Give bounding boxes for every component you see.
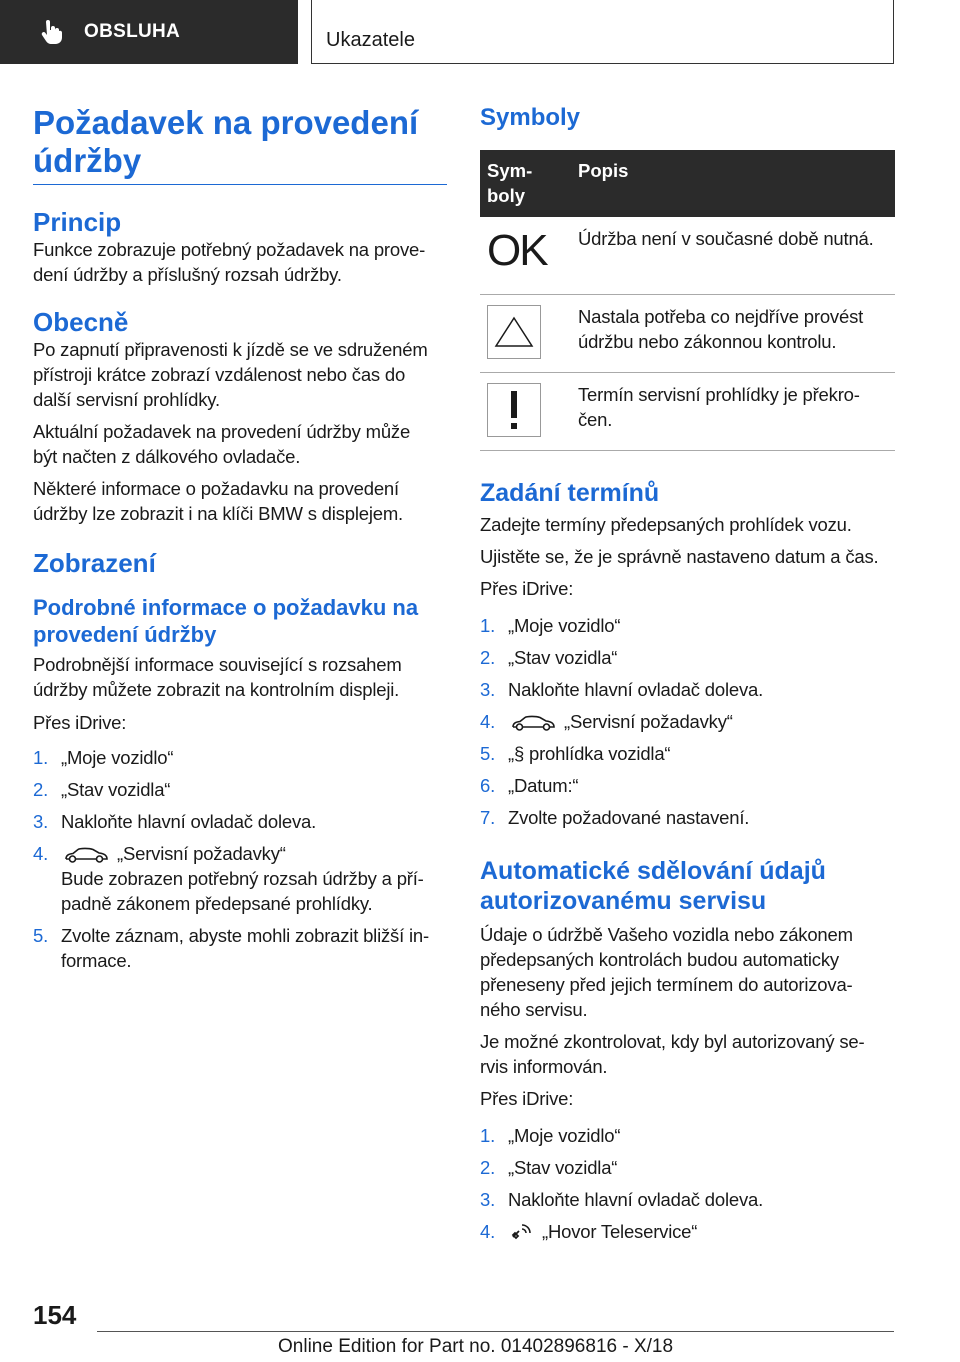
list-item [480, 645, 895, 670]
steps-list [33, 745, 447, 973]
text-line: Údaje o údržbě Vašeho vozidla nebo zákonem [480, 924, 853, 945]
text-line: rvis informován. [480, 1056, 608, 1077]
text-line: Podrobnější informace související s rozsahem [33, 654, 402, 675]
text-line: ného servisu. [480, 999, 588, 1020]
text-line: přístroji krátce zobrazí vzdálenost nebo čas do [33, 364, 406, 385]
text-line: Nastala potřeba co nejdříve provést [578, 306, 864, 327]
obecne-p2 [33, 419, 447, 469]
list-item [480, 709, 895, 734]
text-line: Údržba není v současné době nutná. [578, 228, 874, 249]
table-header-row [480, 150, 895, 217]
step-number: 4. [480, 711, 496, 732]
list-item [480, 1155, 895, 1180]
text-line: Po zapnutí připravenosti k jízdě se ve sdruženém [33, 339, 428, 360]
auto-p1 [480, 922, 895, 1022]
step-text: Zvolte záznam, abyste mohli zobrazit bližší in- [61, 925, 429, 946]
step-number: 5. [480, 743, 496, 764]
text-line: údržby můžete zobrazit na kontrolním displeji. [33, 679, 400, 700]
step-text: „Servisní požadavky“ [564, 711, 733, 732]
list-item [480, 1187, 895, 1212]
footer-divider [97, 1331, 894, 1332]
step-text: Nakloňte hlavní ovladač doleva. [61, 811, 317, 832]
step-text: Zvolte požadované nastavení. [508, 807, 750, 828]
step-note [61, 866, 447, 916]
text-line: Funkce zobrazuje potřebný požadavek na prove- [33, 239, 426, 260]
step-number: 3. [480, 1189, 496, 1210]
list-item [33, 745, 447, 770]
text-line: padně zákonem předepsané prohlídky. [61, 893, 373, 914]
text-line: Bude zobrazen potřebný rozsah údržby a pří- [61, 868, 424, 889]
text-line: dení údržby a příslušný rozsah údržby. [33, 264, 342, 285]
text-line: předepsaných kontrolách budou automaticky [480, 949, 839, 970]
step-number: 3. [33, 811, 49, 832]
text-line: přeneseny před jejich termínem do autorizova- [480, 974, 853, 995]
text-line: Aktuální požadavek na provedení údržby může [33, 421, 411, 442]
step-number: 5. [33, 925, 49, 946]
heading-zadani: Zadání termínů [480, 479, 660, 507]
list-item [33, 841, 447, 916]
step-text: „Datum:“ [508, 775, 579, 796]
text-line: být načten z dálkového ovladače. [33, 446, 301, 467]
list-item [480, 1123, 895, 1148]
header-line: Sym- [487, 160, 533, 181]
ok-symbol: OK [487, 226, 547, 275]
table-row [480, 373, 895, 451]
step-number: 2. [33, 779, 49, 800]
text-line: Termín servisní prohlídky je překro- [578, 384, 860, 405]
step-text: „Stav vozidla“ [508, 647, 618, 668]
heading-obecne: Obecně [33, 307, 129, 337]
step-text: formace. [61, 950, 132, 971]
list-item [480, 805, 895, 830]
car-service-icon [510, 714, 556, 732]
heading-line: Automatické sdělování údajů [480, 857, 826, 885]
list-item [480, 773, 895, 798]
page-title-line: Požadavek na provedení [33, 104, 419, 141]
table-row [480, 217, 895, 295]
description-cell [578, 295, 895, 373]
description-cell [578, 217, 895, 295]
section-label: OBSLUHA [84, 21, 181, 42]
section-tab [0, 0, 298, 64]
step-text: „Servisní požadavky“ [117, 843, 286, 864]
text-line: údržbu nebo zákonnou kontrolu. [578, 331, 837, 352]
list-item [480, 1219, 895, 1244]
step-number: 1. [33, 747, 49, 768]
chapter-label: Ukazatele [326, 29, 415, 51]
heading-symboly: Symboly [480, 104, 581, 131]
zobrazeni-p1 [33, 652, 447, 702]
page-title-line: údržby [33, 142, 142, 179]
symbol-cell [480, 217, 578, 295]
car-service-icon [63, 846, 109, 864]
teleservice-icon [510, 1221, 534, 1241]
heading-line: autorizovanému servisu [480, 887, 767, 915]
auto-p2 [480, 1029, 895, 1079]
step-number: 4. [480, 1221, 496, 1242]
step-number: 1. [480, 1125, 496, 1146]
text-line: čen. [578, 409, 613, 430]
table-row [480, 295, 895, 373]
symbol-cell [480, 373, 578, 451]
list-item [480, 741, 895, 766]
step-number: 3. [480, 679, 496, 700]
header-line: boly [487, 185, 526, 206]
chapter-tab [311, 0, 894, 64]
steps-list [480, 613, 895, 830]
page-title [33, 104, 447, 185]
list-item [33, 923, 447, 973]
subheading-line: Podrobné informace o požadavku na [33, 595, 419, 620]
obecne-p1 [33, 337, 447, 412]
obecne-p3 [33, 476, 447, 526]
text-line: údržby lze zobrazit i na klíči BMW s displejem. [33, 503, 403, 524]
princip-text [33, 237, 447, 287]
step-text: „Moje vozidlo“ [508, 615, 621, 636]
step-number: 1. [480, 615, 496, 636]
left-column [33, 104, 447, 973]
footer-edition: Online Edition for Part no. 01402896816 - X/18 [278, 1336, 674, 1357]
column-header-symbols [480, 150, 578, 217]
heading-automaticke [480, 856, 895, 916]
step-text: „Moje vozidlo“ [61, 747, 174, 768]
step-number: 2. [480, 647, 496, 668]
steps-list [480, 1123, 895, 1244]
hand-pointer-icon [38, 19, 64, 45]
list-item [33, 777, 447, 802]
step-text: „Stav vozidla“ [508, 1157, 618, 1178]
step-text: „§ prohlídka vozidla“ [508, 743, 671, 764]
list-item [480, 677, 895, 702]
list-item [480, 613, 895, 638]
step-text: „Stav vozidla“ [61, 779, 171, 800]
via-idrive: Přes iDrive: [33, 712, 127, 733]
step-number: 2. [480, 1157, 496, 1178]
via-idrive: Přes iDrive: [480, 1088, 574, 1109]
via-idrive: Přes iDrive: [480, 578, 574, 599]
description-cell [578, 373, 895, 451]
step-text: „Hovor Teleservice“ [542, 1221, 698, 1242]
page-number: 154 [33, 1300, 77, 1330]
exclamation-icon [487, 383, 541, 437]
warning-triangle-icon [487, 305, 541, 359]
symbol-cell [480, 295, 578, 373]
column-header-description: Popis [578, 150, 895, 217]
step-number: 6. [480, 775, 496, 796]
text-line: Je možné zkontrolovat, kdy byl autorizovaný se- [480, 1031, 865, 1052]
step-text: Nakloňte hlavní ovladač doleva. [508, 1189, 764, 1210]
right-column [480, 104, 895, 1244]
step-number: 7. [480, 807, 496, 828]
text-line: další servisní prohlídky. [33, 389, 220, 410]
step-text: Nakloňte hlavní ovladač doleva. [508, 679, 764, 700]
zadani-p1: Zadejte termíny předepsaných prohlídek vozu. [480, 514, 852, 535]
subheading-podrobne [33, 594, 447, 648]
step-text: „Moje vozidlo“ [508, 1125, 621, 1146]
subheading-line: provedení údržby [33, 622, 217, 647]
heading-princip: Princip [33, 207, 122, 237]
zadani-p2: Ujistěte se, že je správně nastaveno datum a čas. [480, 546, 879, 567]
heading-zobrazeni: Zobrazení [33, 548, 156, 578]
text-line: Některé informace o požadavku na provedení [33, 478, 399, 499]
step-number: 4. [33, 843, 49, 864]
symbols-table [480, 150, 895, 451]
list-item [33, 809, 447, 834]
